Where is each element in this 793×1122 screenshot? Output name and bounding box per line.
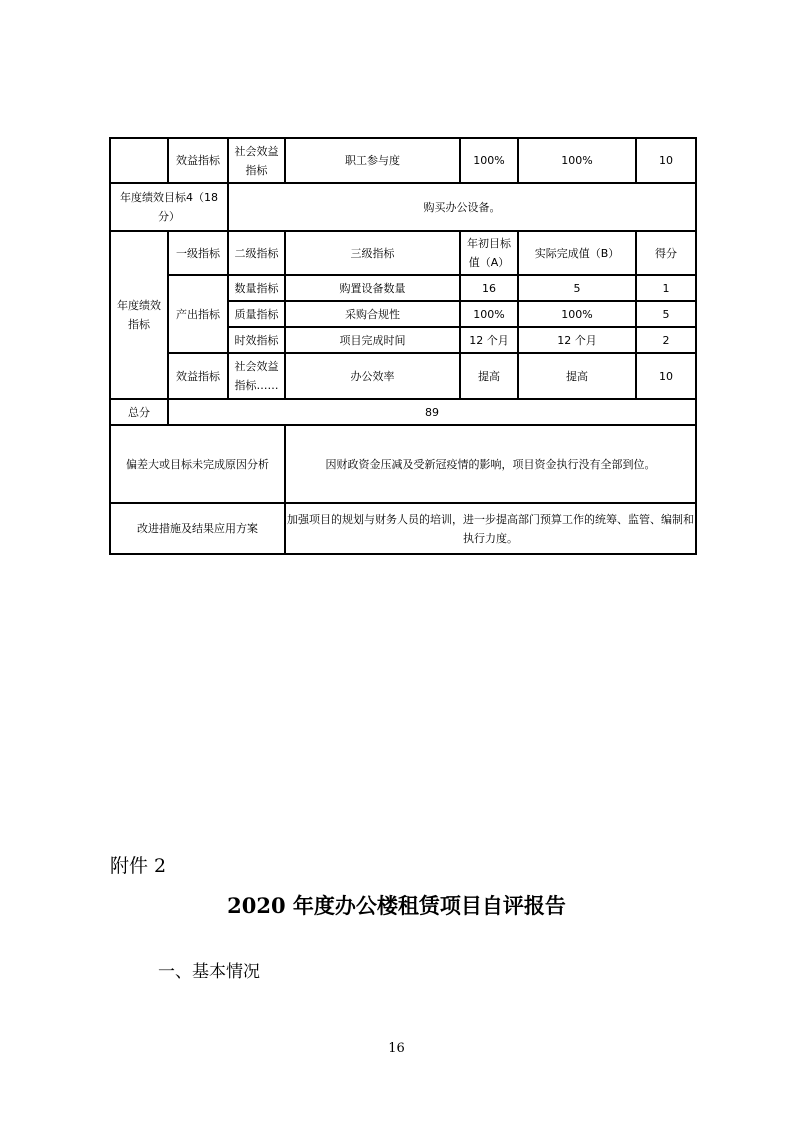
column-header: 一级指标: [168, 231, 228, 275]
deviation-text: 因财政资金压减及受新冠疫情的影响，项目资金执行没有全部到位。: [285, 425, 696, 503]
table-cell: 100%: [518, 301, 636, 327]
table-cell: 效益指标: [168, 353, 228, 399]
table-cell: 职工参与度: [285, 138, 460, 183]
annex-label: 附件 2: [110, 855, 167, 877]
table-row: [110, 503, 696, 554]
table-cell: 12 个月: [460, 327, 518, 353]
table-cell: 质量指标: [228, 301, 285, 327]
improvement-label: 改进措施及结果应用方案: [110, 503, 285, 554]
goal-label: 年度绩效目标4（18分）: [110, 183, 228, 231]
table-cell: 项目完成时间: [285, 327, 460, 353]
table-row: [110, 138, 696, 183]
table-cell: 100%: [518, 138, 636, 183]
table-row: [110, 353, 696, 399]
section-heading: 一、基本情况: [158, 962, 260, 982]
total-value: 89: [168, 399, 696, 425]
goal-text: 购买办公设备。: [228, 183, 696, 231]
table-row: [110, 183, 696, 231]
indicator-group-label: 年度绩效指标: [110, 231, 168, 399]
table-cell: 2: [636, 327, 696, 353]
table-header-row: [110, 231, 696, 275]
table-cell: 16: [460, 275, 518, 301]
table-cell: 办公效率: [285, 353, 460, 399]
table-cell: [110, 138, 168, 183]
report-title: 2020 年度办公楼租赁项目自评报告: [227, 893, 566, 918]
column-header: 二级指标: [228, 231, 285, 275]
table-cell: 100%: [460, 138, 518, 183]
page-number: 16: [388, 1041, 405, 1056]
table-cell: 效益指标: [168, 138, 228, 183]
table-cell: 社会效益指标: [228, 138, 285, 183]
table-cell: 1: [636, 275, 696, 301]
table-cell: 10: [636, 138, 696, 183]
table-row: [110, 425, 696, 503]
column-header: 得分: [636, 231, 696, 275]
table-cell: 采购合规性: [285, 301, 460, 327]
table-cell: 提高: [460, 353, 518, 399]
table-cell: 5: [636, 301, 696, 327]
table-row: [110, 275, 696, 301]
column-header: 年初目标值（A）: [460, 231, 518, 275]
column-header: 三级指标: [285, 231, 460, 275]
table-cell: 购置设备数量: [285, 275, 460, 301]
table-cell: 数量指标: [228, 275, 285, 301]
table-cell: 提高: [518, 353, 636, 399]
total-label: 总分: [110, 399, 168, 425]
performance-table: [109, 137, 697, 555]
table-cell: 10: [636, 353, 696, 399]
table-cell: 5: [518, 275, 636, 301]
table-cell: 社会效益指标……: [228, 353, 285, 399]
deviation-label: 偏差大或目标未完成原因分析: [110, 425, 285, 503]
table-cell: 100%: [460, 301, 518, 327]
column-header: 实际完成值（B）: [518, 231, 636, 275]
improvement-text: 加强项目的规划与财务人员的培训，进一步提高部门预算工作的统筹、监管、编制和执行力度。: [285, 503, 696, 554]
table-cell: 12 个月: [518, 327, 636, 353]
total-row: [110, 399, 696, 425]
table-cell: 时效指标: [228, 327, 285, 353]
output-indicator-label: 产出指标: [168, 275, 228, 353]
